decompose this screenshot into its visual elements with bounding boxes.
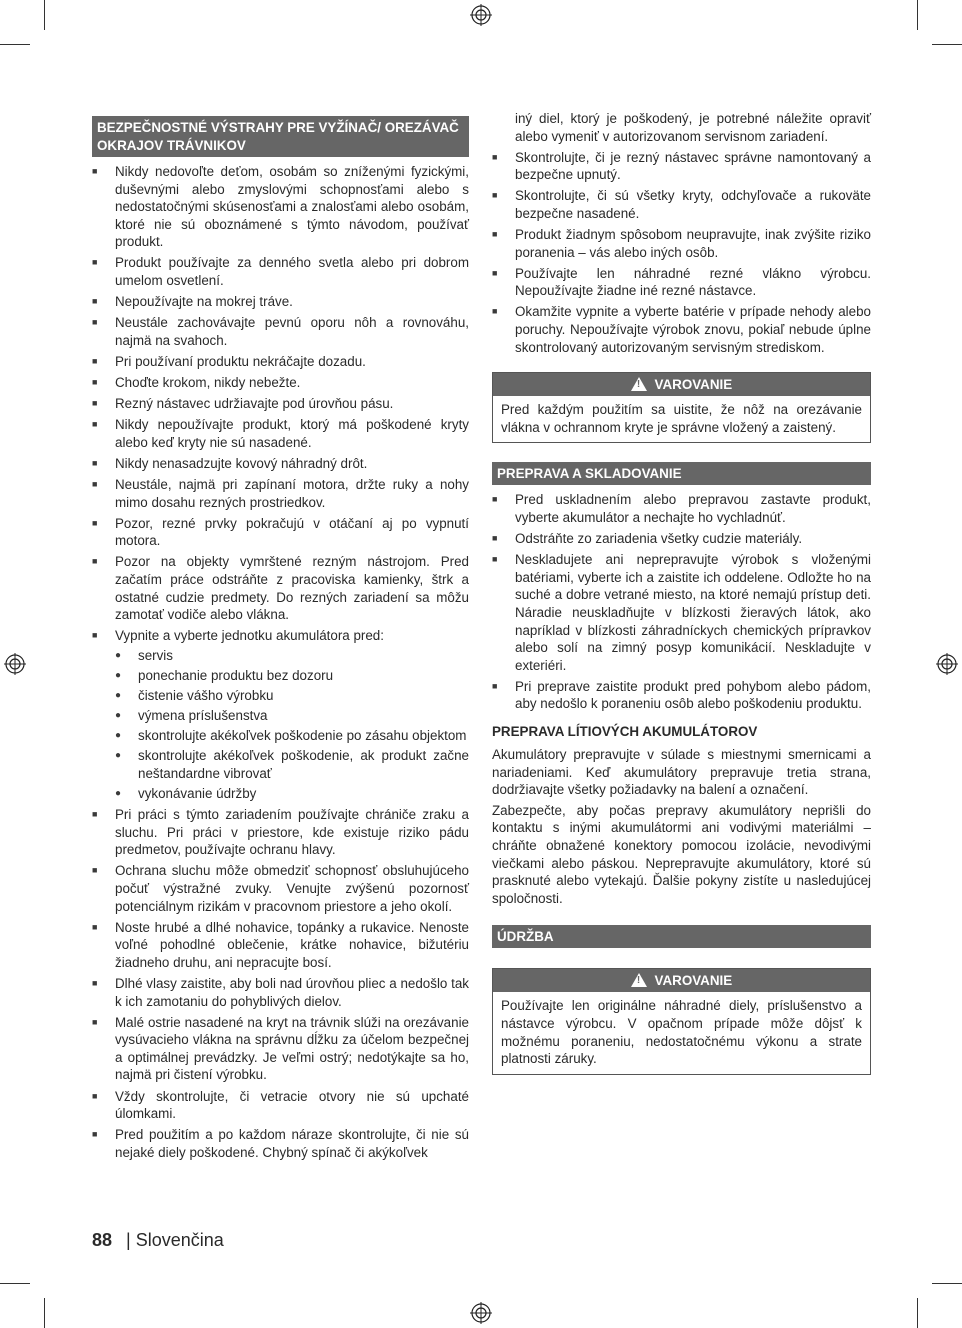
lithium-paragraph: Akumulátory prepravujte v súlade s miestnymi smernicami a nariadeniami. Keď akumulátory prepravuje tretia strana, dodržiavajte všetky požiadavky na balení a označení. xyxy=(492,747,871,798)
section-title-safety: BEZPEČNOSTNÉ VÝSTRAHY PRE VYŽÍNAČ/ OREZÁVAČ OKRAJOV TRÁVNIKOV xyxy=(92,116,469,157)
warning-box xyxy=(492,372,871,443)
warning-icon: ! xyxy=(631,377,647,391)
sub-list-item: ● servis xyxy=(115,647,469,665)
section-title-maintenance: ÚDRŽBA xyxy=(492,925,871,948)
crop-mark xyxy=(932,1283,962,1284)
list-item: ■ Neustále, najmä pri zapínaní motora, držte ruky a nohy mimo dosahu rezných prostriedkov. xyxy=(92,476,469,511)
list-item: ■ Odstráňte zo zariadenia všetky cudzie materiály. xyxy=(492,530,871,548)
crop-mark xyxy=(0,44,30,45)
list-item-battery xyxy=(92,627,469,802)
warning-icon: ! xyxy=(631,973,647,987)
transport-list xyxy=(492,491,871,713)
sub-list-item: ● skontrolujte akékoľvek poškodenie, ak produkt začne neštandardne vibrovať xyxy=(115,747,469,782)
list-item: ■ Pozor na objekty vymrštené rezným nástrojom. Pred začatím práce odstráňte z pracoviska kamienky, štrk a ostatné cudzie predmety. Do rezných zariadení sa môžu zamotať vodiče alebo vlákna. xyxy=(92,553,469,623)
warning-header xyxy=(493,373,870,396)
sub-list-item: ● čistenie vášho výrobku xyxy=(115,687,469,705)
battery-sub-list xyxy=(115,647,469,803)
registration-mark-icon xyxy=(470,1302,492,1324)
list-item: ■ Skontrolujte, či je rezný nástavec správne namontovaný a bezpečne upnutý. xyxy=(492,149,871,184)
sub-list-item: ● ponechanie produktu bez dozoru xyxy=(115,667,469,685)
list-item: ■ Skontrolujte, či sú všetky kryty, odchyľovače a rukoväte bezpečne nasadené. xyxy=(492,187,871,222)
list-item: ■ Produkt používajte za denného svetla alebo pri dobrom umelom osvetlení. xyxy=(92,254,469,289)
lithium-paragraph: Zabezpečte, aby počas prepravy akumulátory neprišli do kontaktu s inými akumulátormi ani vodivými materiálmi – chráňte obnažené konektory pomocou izolácie, nevodivými viečkami alebo páskou. Neprepravujte akumulátory, ktoré sú prasknuté alebo vytekajú. Ďalšie pokyny zistíte u nasledujúcej spoločnosti. xyxy=(492,802,871,906)
section-title-transport: PREPRAVA A SKLADOVANIE xyxy=(492,462,871,485)
list-item: ■ Dlhé vlasy zaistite, aby boli nad úrovňou pliec a nedošlo tak k ich zamotaniu do pohyblivých dielov. xyxy=(92,975,469,1010)
right-column xyxy=(492,110,871,1075)
list-item: ■ Pri používaní produktu nekráčajte dozadu. xyxy=(92,353,469,371)
crop-mark xyxy=(917,1298,918,1328)
list-item: ■ Pred použitím a po každom náraze skontrolujte, či nie sú nejaké diely poškodené. Chybný spínač či akýkoľvek xyxy=(92,1126,469,1161)
lithium-heading: PREPRAVA LÍTIOVÝCH AKUMULÁTOROV xyxy=(492,724,758,740)
crop-mark xyxy=(932,44,962,45)
warning-title: VAROVANIE xyxy=(654,973,733,989)
list-item: ■ Noste hrubé a dlhé nohavice, topánky a rukavice. Nenoste voľné pohodlné oblečenie, krátke nohavice, bižutériu žiadneho druhu, ani nepracujte bosí. xyxy=(92,919,469,972)
page-number: 88 xyxy=(92,1230,113,1250)
left-column xyxy=(92,116,469,1165)
list-item: ■ Nikdy nenasadzujte kovový náhradný drôt. xyxy=(92,455,469,473)
sub-list-item: ● skontrolujte akékoľvek poškodenie po zásahu objektom xyxy=(115,727,469,745)
list-item: ■ Neskladujete ani neprepravujte výrobok s vloženými batériami, vyberte ich a zaistite ich oddelene. Odložte ho na suché a dobre vetrané miesto, na ktoré nemajú prístup deti. Náradie neuskladňujte v blízkosti žieravých látok, ako napríklad v blízkosti záhradníckych chemických prípravkov alebo solí na zimný posyp komunikácií. Neskladujte v exteriéri. xyxy=(492,551,871,674)
list-item: ■ Nepoužívajte na mokrej tráve. xyxy=(92,293,469,311)
warning-box xyxy=(492,968,871,1074)
battery-item-label: Vypnite a vyberte jednotku akumulátora pred: xyxy=(115,628,384,644)
list-item: ■ Nikdy nedovoľte deťom, osobám so zníženými fyzickými, duševnými alebo zmyslovými schopnosťami alebo s nedostatočnými skúsenosťami a znalosťami alebo osobám, ktoré nie sú oboznámené s týmto návodom, používať produkt. xyxy=(92,163,469,251)
list-item: ■ Okamžite vypnite a vyberte batérie v prípade nehody alebo poruchy. Nepoužívajte výrobok znovu, pokiaľ nebude úplne skontrolovaný autorizovaným servisným strediskom. xyxy=(492,303,871,356)
warning-header xyxy=(493,969,870,992)
list-item: ■ Rezný nástavec udržiavajte pod úrovňou pásu. xyxy=(92,395,469,413)
checks-list xyxy=(492,149,871,357)
list-item: ■ Neustále zachovávajte pevnú oporu nôh a rovnováhu, najmä na svahoch. xyxy=(92,314,469,349)
page-footer xyxy=(92,1230,224,1251)
list-item: ■ Používajte len náhradné rezné vlákno výrobcu. Nepoužívajte žiadne iné rezné nástavce. xyxy=(492,265,871,300)
list-item: ■ Malé ostrie nasadené na kryt na trávnik slúži na orezávanie vysúvacieho vlákna na správnu dĺžku za účelom bezpečnej a optimálnej prevádzky. Je veľmi ostrý; nedotýkajte sa ho, najmä pri čistení výrobku. xyxy=(92,1014,469,1084)
warning-text: Používajte len originálne náhradné diely, príslušenstvo a nástavce výrobcu. V opačnom prípade môže dôjsť k možnému poraneniu, nedostatočnému výkonu a strate platnosti záruky. xyxy=(501,998,862,1067)
warning-title: VAROVANIE xyxy=(654,377,733,393)
list-item: ■ Pri práci s týmto zariadením používajte chrániče zraku a sluchu. Pri práci v priestore, kde existuje riziko pádu predmetov, používajte ochranu hlavy. xyxy=(92,806,469,859)
crop-mark xyxy=(44,1298,45,1328)
list-item: ■ Vždy skontrolujte, či vetracie otvory nie sú upchaté úlomkami. xyxy=(92,1088,469,1123)
registration-mark-icon xyxy=(470,4,492,26)
list-item: ■ Nikdy nepoužívajte produkt, ktorý má poškodené kryty alebo keď kryty nie sú nasadené. xyxy=(92,416,469,451)
list-item: ■ Produkt žiadnym spôsobom neupravujte, inak zvýšite riziko poranenia – vás alebo iných osôb. xyxy=(492,226,871,261)
list-item: ■ Choďte krokom, nikdy nebežte. xyxy=(92,374,469,392)
list-item: ■ Ochrana sluchu môže obmedziť schopnosť obsluhujúceho počuť výstražné zvuky. Venujte zvýšenú pozornosť potenciálnym rizikám v pracovnom priestore a jeho okolí. xyxy=(92,862,469,915)
registration-mark-icon xyxy=(4,653,26,675)
list-item: ■ Pred uskladnením alebo prepravou zastavte produkt, vyberte akumulátor a nechajte ho vychladnúť. xyxy=(492,491,871,526)
continuation-text: iný diel, ktorý je poškodený, je potrebné náležite opraviť alebo vymeniť v autorizovanom servisnom zariadení. xyxy=(515,111,871,144)
list-item: ■ Pri preprave zaistite produkt pred pohybom alebo pádom, aby nedošlo k poraneniu osôb alebo poškodeniu produktu. xyxy=(492,678,871,713)
safety-list xyxy=(92,163,469,1161)
sub-list-item: ● výmena príslušenstva xyxy=(115,707,469,725)
sub-list-item: ● vykonávanie údržby xyxy=(115,785,469,803)
footer-language: | Slovenčina xyxy=(126,1230,224,1250)
crop-mark xyxy=(917,0,918,30)
list-item: ■ Pozor, rezné prvky pokračujú v otáčaní aj po vypnutí motora. xyxy=(92,515,469,550)
crop-mark xyxy=(44,0,45,30)
warning-text: Pred každým použitím sa uistite, že nôž na orezávanie vlákna v ochrannom kryte je správne vložený a zaistený. xyxy=(501,402,862,435)
registration-mark-icon xyxy=(936,653,958,675)
crop-mark xyxy=(0,1283,30,1284)
